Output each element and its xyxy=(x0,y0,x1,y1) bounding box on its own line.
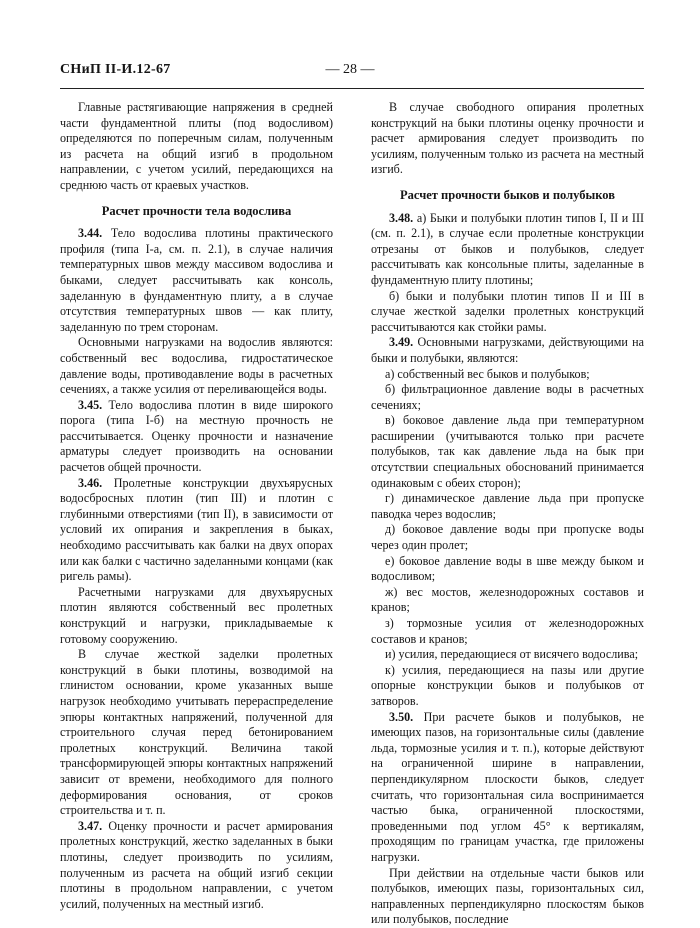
list-item: а) собственный вес быков и полубыков; xyxy=(385,366,590,381)
clause-text: Пролетные конструкции двухъярусных водосбросных плотин (тип III) и плотин с глубинными отверстиями (тип II), в зависимости от условий их опирания и закрепления в быках, необходимо рассчитывать как балки на двух опорах или как балки с частично заделанными концами (как ригель рамы). xyxy=(60,475,333,584)
paragraph-rigid-embedment: В случае жесткой заделки пролетных конструкций в быки плотины, возводимой на глинистом основании, кроме указанных выше нагрузок необходимо учитывать перераспределение эпюры контактных напряжений, полученной для строительного случая перед бетонированием пролетных конструкций. Величина такой трансформирующей эпюры контактных напряжений зависит от времени, необходимого для полного деформирования основания, от сроков строительства и т. п. xyxy=(60,647,333,818)
clause-3-50 xyxy=(371,710,644,866)
clause-number: 3.45. xyxy=(78,397,103,412)
section-heading-spillway: Расчет прочности тела водослива xyxy=(101,203,292,218)
list-item: к) усилия, передающиеся на пазы или другие опорные конструкции быков и полубыков от затворов. xyxy=(371,662,644,708)
clause-number: 3.49. xyxy=(389,335,414,350)
document-code: СНиП II-И.12-67 xyxy=(60,62,171,77)
list-item: з) тормозные усилия от железнодорожных составов и кранов; xyxy=(371,616,644,646)
paragraph-slotted-piers: При действии на отдельные части быков или полубыков, имеющих пазы, горизонтальных сил, направленных перпендикулярно плоскостям быков или полубыков, последние xyxy=(371,865,644,927)
clause-text: Оценку прочности и расчет армирования пролетных конструкций, жестко заделанных в быки плотины, следует производить по усилиям, полученным из расчета на общий изгиб секции плотины в продольном направлении, с учетом усилий, полученных на местный изгиб. xyxy=(60,818,333,911)
clause-text: а) Быки и полубыки плотин типов I, II и III (см. п. 2.1), в случае если пролетные конструкции отрезаны от быков и полубыков, следует рассчитывать как консольные плиты, заделанные в фундаментную плиту плотины; xyxy=(371,210,644,287)
clause-3-48-b: б) быки и полубыки плотин типов II и III в случае жесткой заделки пролетных конструкций рассчитываются как стойки рамы. xyxy=(371,288,644,334)
list-item: в) боковое давление льда при температурном расширении (учитываются только при расчете полубыков, так как давление льда на бык при отсутствии специальных обоснований принимается одинаковым с обеих сторон); xyxy=(371,413,644,490)
list-item: г) динамическое давление льда при пропуске паводка через водослив; xyxy=(371,491,644,521)
right-column xyxy=(371,100,644,928)
list-item: и) усилия, передающиеся от висячего водослива; xyxy=(385,647,639,662)
paragraph-two-tier-loads: Расчетными нагрузками для двухъярусных плотин являются собственный вес пролетных конструкций и нагрузки, прикладываемые к готовому сооружению. xyxy=(60,584,333,646)
list-item: ж) вес мостов, железнодорожных составов и кранов; xyxy=(371,584,644,615)
list-item: д) боковое давление воды при пропуске воды через один пролет; xyxy=(371,522,644,553)
clause-text: Тело водослива плотины практического профиля (типа I-а, см. п. 2.1), в случае наличия температурных швов между массивом водослива и быками, следует рассчитывать как консоль, заделанную в фундаментную плиту, а в случае отсутствия температурных швов — как плиту, заделанную по трем сторонам. xyxy=(60,226,333,334)
left-column xyxy=(60,100,333,912)
paragraph-free-support: В случае свободного опирания пролетных конструкций на быки плотины оценку прочности и расчет армирования следует производить по усилиям, полученным только из расчета на местный изгиб. xyxy=(371,100,644,177)
section-heading-piers: Расчет прочности быков и полубыков xyxy=(400,187,615,202)
page-number: — 28 — xyxy=(325,62,375,77)
list-item: б) фильтрационное давление воды в расчетных сечениях; xyxy=(371,382,644,412)
clause-3-49 xyxy=(371,335,644,366)
paragraph-spillway-loads: Основными нагрузками на водослив являются: собственный вес водослива, гидростатическое давление воды, противодавление воды в расчетных сечениях, а также усилия от переливающейся воды. xyxy=(60,335,333,397)
clause-number: 3.47. xyxy=(78,818,103,833)
clause-text: Тело водослива плотин в виде широкого порога (типа I-б) на местную прочность не рассчитывается. Оценку прочности и назначение арматуры следует производить на основании расчетов общей прочности. xyxy=(60,397,333,475)
clause-number: 3.44. xyxy=(78,226,103,241)
paragraph-intro: Главные растягивающие напряжения в средней части фундаментной плиты (под водосливом) определяются по поперечным силам, полученным из расчета на общий изгиб в продольном направлении, с учетом усилий, передающихся на среднюю часть от краевых участков. xyxy=(60,100,333,192)
clause-number: 3.46. xyxy=(78,475,103,490)
clause-number: 3.50. xyxy=(389,709,414,724)
clause-3-48 xyxy=(371,211,644,289)
page-header xyxy=(0,58,700,84)
clause-3-47 xyxy=(60,819,333,913)
clause-text: Основными нагрузками, действующими на быки и полубыки, являются: xyxy=(371,335,644,365)
clause-3-46 xyxy=(60,476,333,585)
header-rule xyxy=(60,88,644,89)
clause-text: При расчете быков и полубыков, не имеющих пазов, на горизонтальные силы (давление льда, тормозные усилия и т. п.), которые действуют на ограниченной ширине в направлении, перпендикулярном плоскости быков, следует считать, что горизонтальная сила воспринимается частью быка, ограниченной плоскостями, проведенными под углом 45° к вертикалям, проходящим по границам участка, где приложены нагрузки. xyxy=(371,709,644,864)
clause-3-44 xyxy=(60,226,333,335)
list-item: е) боковое давление воды в шве между быком и водосливом; xyxy=(371,553,644,584)
clause-3-45 xyxy=(60,398,333,476)
clause-number: 3.48. xyxy=(389,210,414,225)
